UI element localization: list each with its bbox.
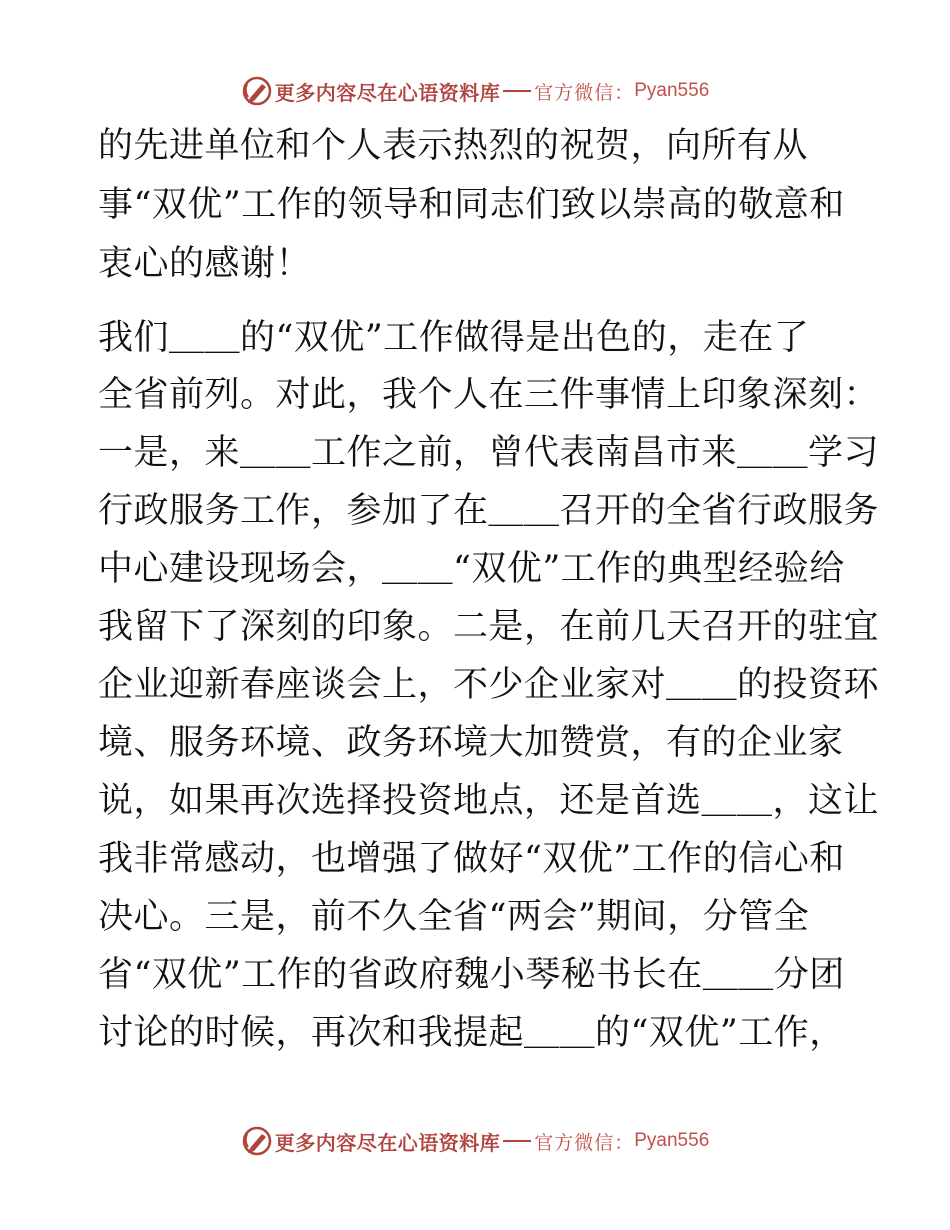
pen-logo-icon: [241, 75, 273, 107]
text-line: 决心。三是，前不久全省“两会”期间，分管全: [98, 897, 810, 937]
text-line: 行政服务工作，参加了在＿＿召开的全省行政服务: [98, 491, 880, 531]
site-slogan: 更多内容尽在心语资料库: [274, 1130, 501, 1155]
text-line: 的先进单位和个人表示热烈的祝贺，向所有从: [98, 126, 809, 166]
banner-dash: [503, 90, 531, 92]
text-line: 我留下了深刻的印象。二是，在前几天召开的驻宜: [98, 607, 880, 647]
footer-banner: [0, 1121, 950, 1161]
wechat-id: Pyan556: [634, 1130, 710, 1151]
banner-dash: [503, 1140, 531, 1142]
wechat-id: Pyan556: [634, 80, 710, 101]
text-line: 企业迎新春座谈会上，不少企业家对＿＿的投资环: [98, 665, 880, 705]
text-line: 境、服务环境、政务环境大加赞赏，有的企业家: [98, 723, 844, 763]
text-line: 中心建设现场会，＿＿“双优”工作的典型经验给: [98, 549, 845, 589]
text-line: 事“双优”工作的领导和同志们致以崇高的敬意和: [98, 185, 845, 225]
text-line: 我们＿＿的“双优”工作做得是出色的，走在了: [98, 318, 810, 358]
site-slogan: 更多内容尽在心语资料库: [274, 80, 501, 105]
text-line: 一是，来＿＿工作之前，曾代表南昌市来＿＿学习: [98, 433, 880, 473]
header-banner: [0, 71, 950, 111]
text-line: 省“双优”工作的省政府魏小琴秘书长在＿＿分团: [98, 955, 845, 995]
wechat-label: 官方微信：: [534, 1131, 635, 1154]
text-line: 衷心的感谢！: [98, 244, 312, 284]
pen-logo-icon: [241, 1125, 273, 1157]
text-line: 全省前列。对此，我个人在三件事情上印象深刻：: [98, 375, 880, 415]
text-line: 讨论的时候，再次和我提起＿＿的“双优”工作，: [98, 1013, 845, 1053]
text-line: 说，如果再次选择投资地点，还是首选＿＿，这让: [98, 781, 880, 821]
wechat-label: 官方微信：: [534, 81, 635, 104]
text-line: 我非常感动，也增强了做好“双优”工作的信心和: [98, 839, 845, 879]
